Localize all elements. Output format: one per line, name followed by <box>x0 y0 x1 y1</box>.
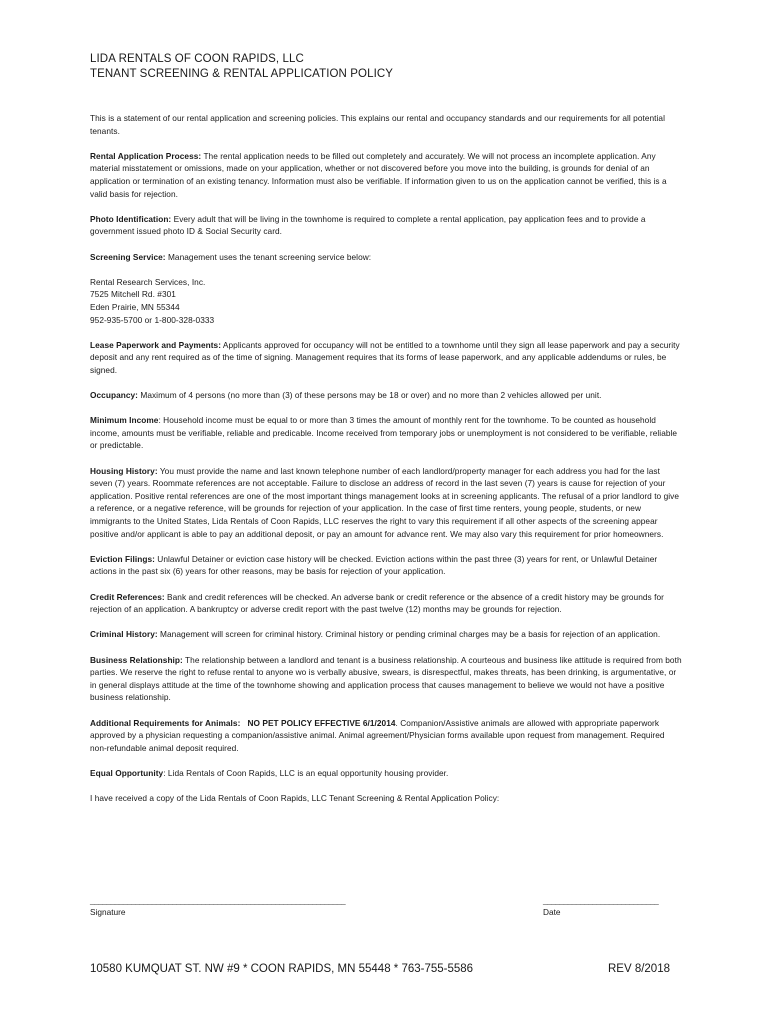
section-text: The relationship between a landlord and tenant is a business relationship. A courteous and business like attitude is required from both parties. We reserve the right to refuse rental to anyone wo is verbally abusive, swears, is disrespectful, makes threats, has been drinking, is argumentative, or in general displays attitude at the time of the townhome showing and application process that causes management to believe we would not have a positive business relationship. <box>90 654 682 703</box>
section-label: Housing History: <box>90 465 158 476</box>
minimum-income-section <box>90 414 682 452</box>
signature-row <box>90 895 682 925</box>
policy-document <box>90 52 682 817</box>
section-text: Maximum of 4 persons (no more than (3) of these persons may be 18 or over) and no more than 2 vehicles allowed per unit. <box>138 390 602 401</box>
service-street: 7525 Mitchell Rd. #301 <box>90 289 176 300</box>
signature-line[interactable]: ______________________________________________________________ <box>90 895 346 905</box>
section-text: : Lida Rentals of Coon Rapids, LLC is an equal opportunity housing provider. <box>163 767 449 778</box>
photo-id-section <box>90 213 682 238</box>
signature-block <box>90 895 345 917</box>
criminal-history-section <box>90 628 682 641</box>
section-label: Equal Opportunity <box>90 767 164 778</box>
section-label: Business Relationship: <box>90 654 183 665</box>
intro-paragraph: This is a statement of our rental application and screening policies. This explains our rental and occupancy standards and our requirements for all potential tenants. <box>90 113 665 136</box>
document-title: TENANT SCREENING & RENTAL APPLICATION POLICY <box>90 68 394 80</box>
screening-service-section <box>90 251 682 264</box>
section-text: : Household income must be equal to or more than 3 times the amount of monthly rent for the townhome. To be counted as household income, amounts must be verifiable, reliable and predicable. Income received from temporary jobs or unemployment is not considered to be verifiable, reliable or predictable. <box>90 415 678 451</box>
section-text: You must provide the name and last known telephone number of each landlord/property manager for each address you had for the last seven (7) years. Roommate references are not acceptable. Failure to disclose an address of record in the last seven (7) years is cause for rejection of your application. Positive rental references are one of the most important things management looks at in screening applicants. The refusal of a prior landlord to give a reference, or a negative reference, will be grounds for rejection of your application. In the case of first time renters, young people, students, or new immigrants to the United States, Lida Rentals of Coon Rapids, LLC reserves the right to vary this requirement if all other aspects of the screening appear positive and/or applicant is able to pay an additional deposit, or pay an amount for advance rent. We may also vary this requirement for prior homeowners. <box>90 465 680 539</box>
section-label: Criminal History: <box>90 629 158 640</box>
date-line[interactable]: ____________________________ <box>543 895 659 905</box>
housing-history-section <box>90 465 682 541</box>
company-name: LIDA RENTALS OF COON RAPIDS, LLC <box>90 53 304 65</box>
credit-references-section <box>90 591 682 616</box>
section-label: Additional Requirements for Animals: <box>90 717 241 728</box>
section-label: Eviction Filings: <box>90 553 155 564</box>
business-relationship-section <box>90 654 682 704</box>
section-label: Credit References: <box>90 591 165 602</box>
occupancy-section <box>90 389 682 402</box>
section-text: Management uses the tenant screening service below: <box>165 251 372 262</box>
section-text: Management will screen for criminal history. Criminal history or pending criminal charges may be a basis for rejection of an application. <box>157 629 661 640</box>
rental-process-section <box>90 150 682 200</box>
section-text: . Companion/Assistive animals are allowed with appropriate paperwork approved by a physician requesting a companion/assistive animal. Animal agreement/Physician forms available upon request from management. Required non-refundable animal deposit required. <box>90 717 665 753</box>
screening-service-address <box>90 276 682 326</box>
section-label: Occupancy: <box>90 390 138 401</box>
section-label: Screening Service: <box>90 251 166 262</box>
service-name: Rental Research Services, Inc. <box>90 276 206 287</box>
section-text: Bank and credit references will be checked. An adverse bank or credit reference or the absence of a credit history may be grounds for rejection of an application. A bankruptcy or adverse credit report with the past twelve (12) months may be grounds for rejection. <box>90 591 664 615</box>
lease-paperwork-section <box>90 339 682 377</box>
section-label: Minimum Income <box>90 415 159 426</box>
service-city: Eden Prairie, MN 55344 <box>90 301 180 312</box>
section-label: Lease Paperwork and Payments: <box>90 339 222 350</box>
section-text: The rental application needs to be filled out completely and accurately. We will not process an incomplete application. Any material misstatement or omissions, made on your application, whether or not discovered before you move into the building, is grounds for denial of an application or termination of an existing tenancy. Information must also be verifiable. If information given to us on the application cannot be verified, this is a valid basis for rejection. <box>90 150 667 199</box>
equal-opportunity-section <box>90 767 682 780</box>
no-pet-policy: NO PET POLICY EFFECTIVE 6/1/2014 <box>247 717 396 728</box>
footer-address: 10580 KUMQUAT ST. NW #9 * COON RAPIDS, MN 55448 * 763-755-5586 <box>90 963 474 975</box>
section-text: Applicants approved for occupancy will not be entitled to a townhome until they sign all lease paperwork and pay a security deposit and any rent required as of the time of signing. Management requires that its forms of lease paperwork, and any applicable addendums or rules, be signed. <box>90 339 680 375</box>
signature-label: Signature <box>90 907 126 917</box>
eviction-filings-section <box>90 553 682 578</box>
animals-section <box>90 717 682 755</box>
document-footer <box>90 962 670 977</box>
document-header <box>90 52 682 82</box>
acknowledgement-text: I have received a copy of the Lida Rentals of Coon Rapids, LLC Tenant Screening & Rental Application Policy: <box>90 793 500 804</box>
date-block <box>543 895 658 917</box>
section-text: Unlawful Detainer or eviction case history will be checked. Eviction actions within the past three (3) years for rent, or Unlawful Detainer actions in the past six (6) years for other reasons, may be basis for rejection of your application. <box>90 553 658 577</box>
date-label: Date <box>543 907 561 917</box>
section-label: Rental Application Process: <box>90 150 202 161</box>
service-phone: 952-935-5700 or 1-800-328-0333 <box>90 314 215 325</box>
section-label: Photo Identification: <box>90 213 172 224</box>
revision-label: REV 8/2018 <box>607 963 670 975</box>
section-text: Every adult that will be living in the townhome is required to complete a rental application, pay application fees and to provide a government issued photo ID & Social Security card. <box>90 213 646 237</box>
document-body <box>90 112 682 805</box>
